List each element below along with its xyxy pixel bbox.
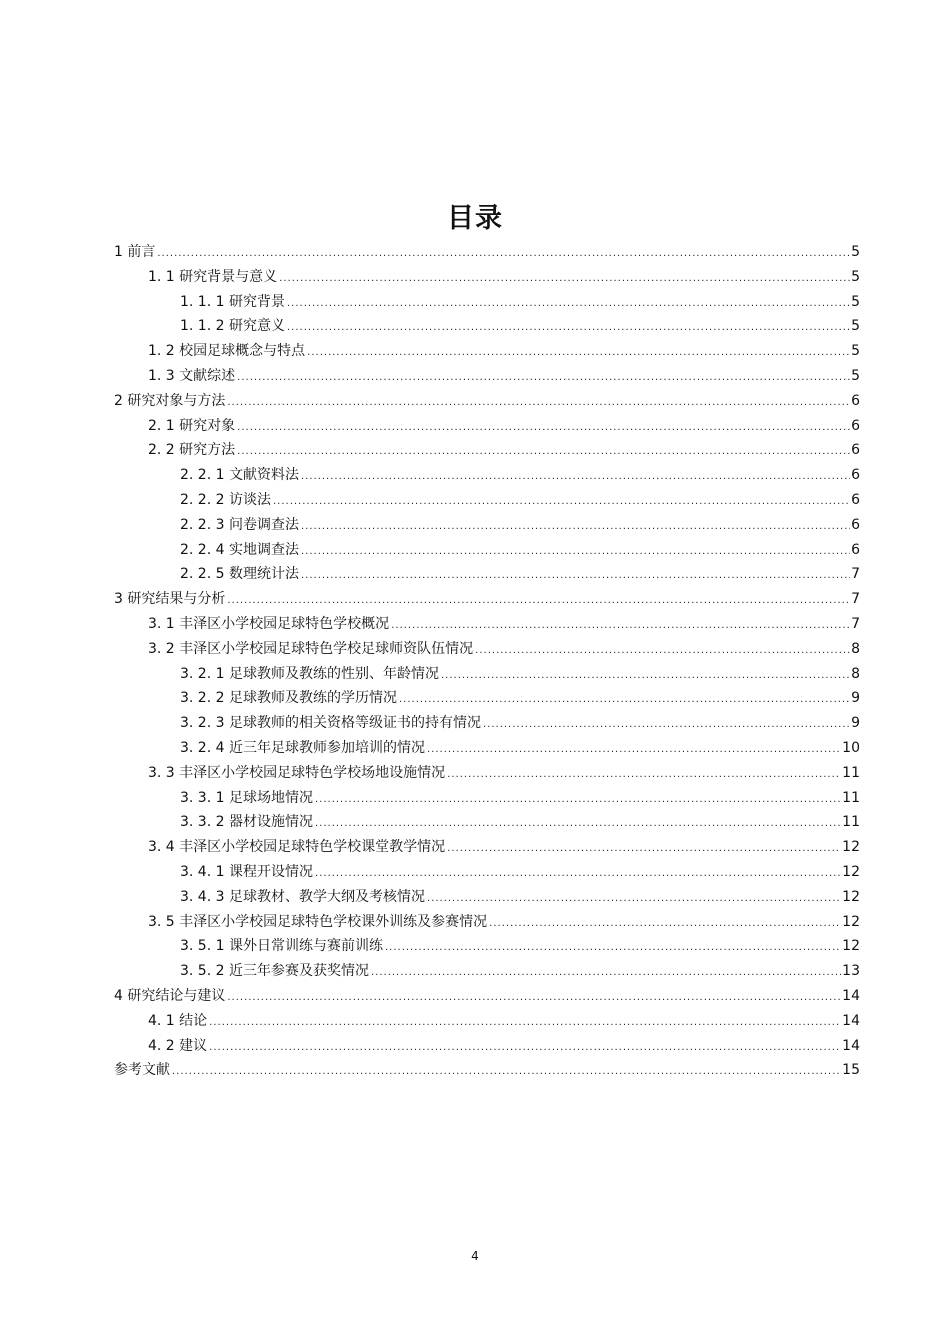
toc-entry-page: 12: [842, 913, 860, 930]
toc-entry-page: 12: [842, 888, 860, 905]
toc-entry-label: 3. 5. 1 课外日常训练与赛前训练: [180, 938, 383, 955]
dot-leader: [287, 292, 850, 317]
toc-entry[interactable]: [114, 860, 860, 885]
dot-leader: [483, 713, 850, 738]
toc-entry-label: 1. 2 校园足球概念与特点: [148, 343, 306, 360]
toc-entry[interactable]: [114, 364, 860, 389]
dot-leader: [427, 738, 841, 763]
toc-entry-label: 1 前言: [114, 244, 156, 260]
dot-leader: [307, 341, 850, 366]
toc-entry-label: 3. 2. 1 足球教师及教练的性别、年龄情况: [180, 665, 439, 682]
dot-leader: [399, 688, 850, 713]
dot-leader: [315, 788, 841, 813]
toc-entry[interactable]: [114, 959, 860, 984]
dot-leader: [227, 986, 841, 1011]
toc-entry[interactable]: [114, 562, 860, 587]
toc-entry-label: 3. 4 丰泽区小学校园足球特色学校课堂教学情况: [148, 839, 446, 856]
toc-entry[interactable]: [114, 438, 860, 463]
toc-entry-page: 10: [842, 739, 860, 756]
dot-leader: [301, 515, 850, 540]
toc-entry-label: 2. 2. 5 数理统计法: [180, 566, 299, 583]
toc-entry-label: 1. 1 研究背景与意义: [148, 268, 278, 285]
toc-entry-page: 5: [851, 268, 860, 285]
toc-entry[interactable]: [114, 810, 860, 835]
dot-leader: [301, 465, 850, 490]
toc-entry[interactable]: [114, 637, 860, 662]
toc-entry[interactable]: [114, 265, 860, 290]
toc-entry[interactable]: [114, 290, 860, 315]
toc-entry[interactable]: [114, 786, 860, 811]
toc-entry-page: 12: [842, 863, 860, 880]
toc-entry-label: 3. 2. 4 近三年足球教师参加培训的情况: [180, 739, 425, 756]
toc-entry[interactable]: [114, 314, 860, 339]
toc-entry-label: 2. 2. 4 实地调查法: [180, 541, 299, 558]
toc-entry[interactable]: [114, 984, 860, 1009]
toc-entry-label: 参考文献: [114, 1062, 170, 1079]
toc-entry[interactable]: [114, 662, 860, 687]
toc-entry-page: 8: [851, 640, 860, 657]
toc-entry-label: 1. 1. 2 研究意义: [180, 318, 285, 335]
toc-entry[interactable]: [114, 240, 860, 265]
dot-leader: [385, 936, 841, 961]
toc-entry-page: 11: [842, 789, 860, 806]
dot-leader: [172, 1060, 841, 1085]
dot-leader: [273, 490, 850, 515]
dot-leader: [441, 664, 850, 689]
toc-entry[interactable]: [114, 538, 860, 563]
toc-entry[interactable]: [114, 686, 860, 711]
toc-entry-label: 3. 2. 3 足球教师的相关资格等级证书的持有情况: [180, 715, 481, 732]
toc-entry-page: 6: [851, 516, 860, 533]
toc-entry-label: 3. 2. 2 足球教师及教练的学历情况: [180, 690, 397, 707]
dot-leader: [237, 366, 850, 391]
toc-entry-label: 3. 2 丰泽区小学校园足球特色学校足球师资队伍情况: [148, 640, 474, 657]
toc-entry[interactable]: [114, 488, 860, 513]
toc-entry[interactable]: [114, 513, 860, 538]
dot-leader: [489, 912, 841, 937]
toc-entry[interactable]: [114, 711, 860, 736]
toc-entry[interactable]: [114, 835, 860, 860]
dot-leader: [209, 1011, 841, 1036]
toc-entry-label: 3. 5 丰泽区小学校园足球特色学校课外训练及参赛情况: [148, 913, 488, 930]
dot-leader: [237, 440, 850, 465]
toc-entry-label: 4. 1 结论: [148, 1012, 208, 1029]
toc-entry-page: 14: [842, 1037, 860, 1054]
dot-leader: [427, 887, 841, 912]
dot-leader: [475, 639, 850, 664]
toc-entry-label: 3. 3 丰泽区小学校园足球特色学校场地设施情况: [148, 764, 446, 781]
toc-entry-label: 3 研究结果与分析: [114, 591, 226, 608]
toc-entry-label: 1. 1. 1 研究背景: [180, 293, 285, 310]
toc-entry[interactable]: [114, 885, 860, 910]
toc-entry-page: 5: [851, 343, 860, 360]
toc-entry[interactable]: [114, 1058, 860, 1083]
toc-entry[interactable]: [114, 761, 860, 786]
dot-leader: [209, 1036, 841, 1061]
dot-leader: [227, 589, 850, 614]
dot-leader: [227, 391, 850, 416]
toc-entry-page: 7: [851, 566, 860, 583]
dot-leader: [371, 961, 841, 986]
toc-entry-page: 9: [851, 690, 860, 707]
toc-entry-label: 3. 3. 2 器材设施情况: [180, 814, 313, 831]
toc-entry-label: 3. 4. 3 足球教材、教学大纲及考核情况: [180, 888, 425, 905]
toc-entry-page: 14: [842, 987, 860, 1004]
toc-entry-page: 8: [851, 665, 860, 682]
toc-entry[interactable]: [114, 463, 860, 488]
dot-leader: [301, 540, 850, 565]
dot-leader: [447, 837, 841, 862]
toc-entry[interactable]: [114, 587, 860, 612]
toc-entry-page: 7: [851, 591, 860, 608]
toc-entry-page: 6: [851, 417, 860, 434]
dot-leader: [447, 763, 841, 788]
toc-entry-page: 12: [842, 839, 860, 856]
toc-entry-label: 2. 2 研究方法: [148, 442, 236, 459]
dot-leader: [315, 862, 841, 887]
toc-entry-page: 6: [851, 467, 860, 484]
dot-leader: [279, 267, 850, 292]
toc-entry-page: 5: [851, 318, 860, 335]
table-of-contents: [114, 240, 860, 1083]
toc-entry-page: 7: [851, 615, 860, 632]
toc-entry[interactable]: [114, 934, 860, 959]
toc-entry-label: 2. 1 研究对象: [148, 417, 236, 434]
toc-entry-page: 6: [851, 541, 860, 558]
toc-entry-label: 2 研究对象与方法: [114, 392, 226, 409]
dot-leader: [315, 812, 841, 837]
toc-entry[interactable]: [114, 339, 860, 364]
toc-entry-page: 6: [851, 442, 860, 459]
dot-leader: [287, 316, 850, 341]
dot-leader: [391, 614, 850, 639]
toc-entry[interactable]: [114, 612, 860, 637]
toc-entry-page: 11: [842, 814, 860, 831]
toc-entry-label: 2. 2. 2 访谈法: [180, 491, 271, 508]
dot-leader: [237, 416, 850, 441]
toc-entry-page: 6: [851, 491, 860, 508]
toc-entry-page: 5: [851, 367, 860, 384]
toc-entry[interactable]: [114, 1034, 860, 1059]
toc-entry-page: 14: [842, 1012, 860, 1029]
toc-entry-label: 2. 2. 1 文献资料法: [180, 467, 299, 484]
toc-entry[interactable]: [114, 736, 860, 761]
dot-leader: [157, 242, 850, 267]
toc-entry-label: 3. 4. 1 课程开设情况: [180, 863, 313, 880]
toc-entry-page: 9: [851, 715, 860, 732]
toc-entry-label: 3. 3. 1 足球场地情况: [180, 789, 313, 806]
toc-entry[interactable]: [114, 389, 860, 414]
toc-entry-label: 2. 2. 3 问卷调查法: [180, 516, 299, 533]
toc-entry[interactable]: [114, 414, 860, 439]
page-number: 4: [471, 1249, 479, 1263]
dot-leader: [301, 564, 850, 589]
toc-entry-page: 6: [851, 392, 860, 409]
toc-entry-label: 3. 5. 2 近三年参赛及获奖情况: [180, 963, 369, 980]
toc-entry-label: 3. 1 丰泽区小学校园足球特色学校概况: [148, 615, 390, 632]
page-title: 目录: [447, 203, 503, 234]
toc-entry-label: 4 研究结论与建议: [114, 987, 226, 1004]
toc-entry[interactable]: [114, 910, 860, 935]
toc-entry-label: 1. 3 文献综述: [148, 367, 236, 384]
toc-entry-page: 15: [842, 1062, 860, 1079]
toc-entry-page: 13: [842, 963, 860, 980]
toc-entry-page: 5: [851, 293, 860, 310]
toc-entry-page: 11: [842, 764, 860, 781]
toc-entry-label: 4. 2 建议: [148, 1037, 208, 1054]
toc-entry-page: 5: [851, 244, 860, 260]
toc-entry-page: 12: [842, 938, 860, 955]
toc-entry[interactable]: [114, 1009, 860, 1034]
